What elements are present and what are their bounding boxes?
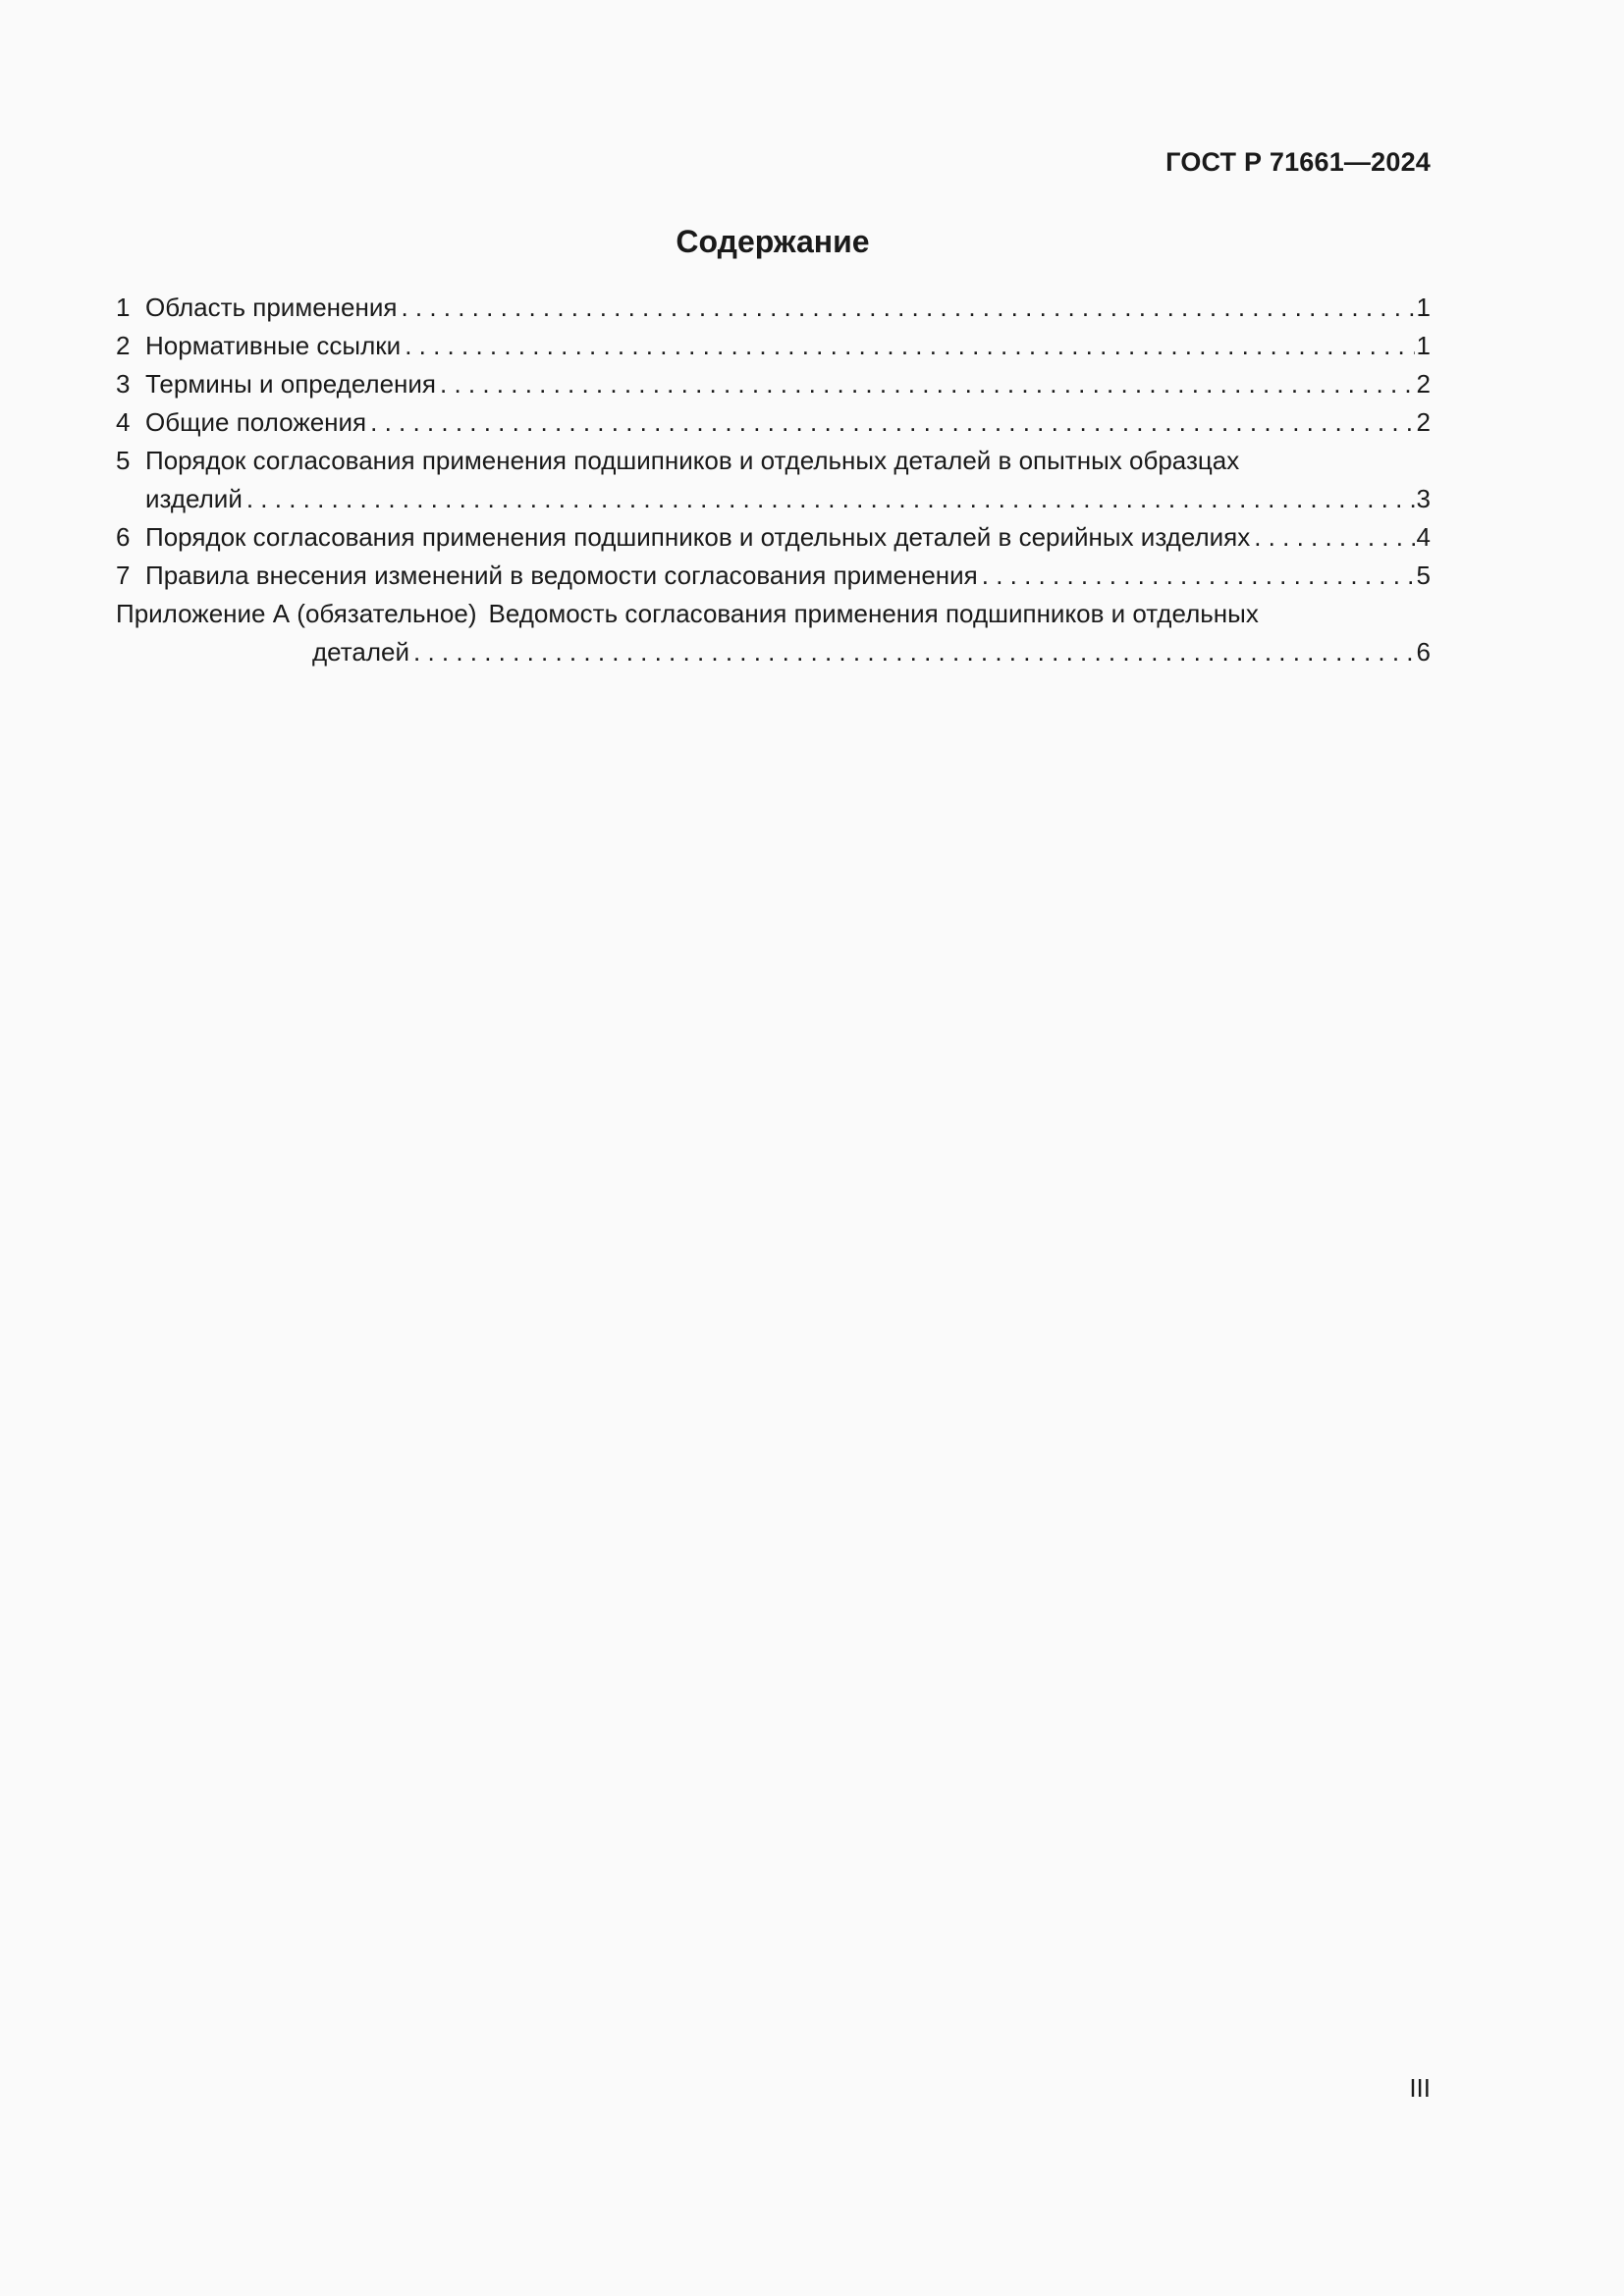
toc-entry-page: 1	[1416, 331, 1431, 360]
toc-entry-title: Порядок согласования применения подшипников и отдельных деталей в серийных изделиях	[145, 522, 1251, 552]
toc-entry-number: 2	[116, 331, 131, 360]
toc-entry-2[interactable]	[116, 327, 1431, 365]
dot-leader	[440, 365, 1415, 403]
appendix-title: Ведомость согласования применения подшипников и отдельных	[488, 599, 1259, 628]
dot-leader	[413, 633, 1415, 671]
toc-entry-5-line-1[interactable]	[116, 442, 1431, 480]
toc-entry-number: 4	[116, 407, 131, 437]
toc-entry-title: Общие положения	[145, 407, 367, 437]
toc-entry-title: Термины и определения	[145, 369, 437, 399]
table-of-contents	[116, 289, 1431, 671]
dot-leader	[1254, 518, 1414, 557]
toc-entry-page: 6	[1416, 637, 1431, 667]
toc-entry-3[interactable]	[116, 365, 1431, 403]
toc-entry-title: Нормативные ссылки	[145, 331, 402, 360]
appendix-label: Приложение А (обязательное)	[116, 599, 477, 628]
toc-entry-title: Область применения	[145, 293, 398, 322]
toc-entry-page: 4	[1416, 522, 1431, 552]
toc-entry-number: 1	[116, 293, 131, 322]
toc-entry-page: 3	[1416, 484, 1431, 513]
toc-entry-number: 5	[116, 446, 131, 475]
toc-entry-6[interactable]	[116, 518, 1431, 557]
toc-entry-title: Правила внесения изменений в ведомости согласования применения	[145, 561, 978, 590]
toc-entry-title: Порядок согласования применения подшипников и отдельных деталей в опытных образцах	[145, 446, 1240, 475]
toc-entry-page: 5	[1416, 561, 1431, 590]
toc-entry-4[interactable]	[116, 403, 1431, 442]
dot-leader	[982, 557, 1415, 595]
toc-entry-page: 1	[1416, 293, 1431, 322]
toc-entry-number: 6	[116, 522, 131, 552]
toc-entry-number: 3	[116, 369, 131, 399]
toc-appendix-a-line-1[interactable]	[116, 595, 1431, 633]
dot-leader	[246, 480, 1415, 518]
toc-entry-page: 2	[1416, 369, 1431, 399]
dot-leader	[370, 403, 1414, 442]
document-code: ГОСТ Р 71661—2024	[1165, 147, 1431, 177]
toc-appendix-a-line-2[interactable]	[116, 633, 1431, 671]
toc-entry-page: 2	[1416, 407, 1431, 437]
toc-entry-number: 7	[116, 561, 131, 590]
toc-entry-title-continuation: изделий	[145, 484, 243, 513]
toc-title: Содержание	[676, 224, 870, 259]
appendix-title-continuation: деталей	[312, 637, 409, 667]
toc-entry-7[interactable]	[116, 557, 1431, 595]
toc-entry-5-line-2[interactable]	[116, 480, 1431, 518]
dot-leader	[401, 289, 1414, 327]
page-number: III	[1409, 2073, 1431, 2103]
dot-leader	[405, 327, 1414, 365]
toc-entry-1[interactable]	[116, 289, 1431, 327]
